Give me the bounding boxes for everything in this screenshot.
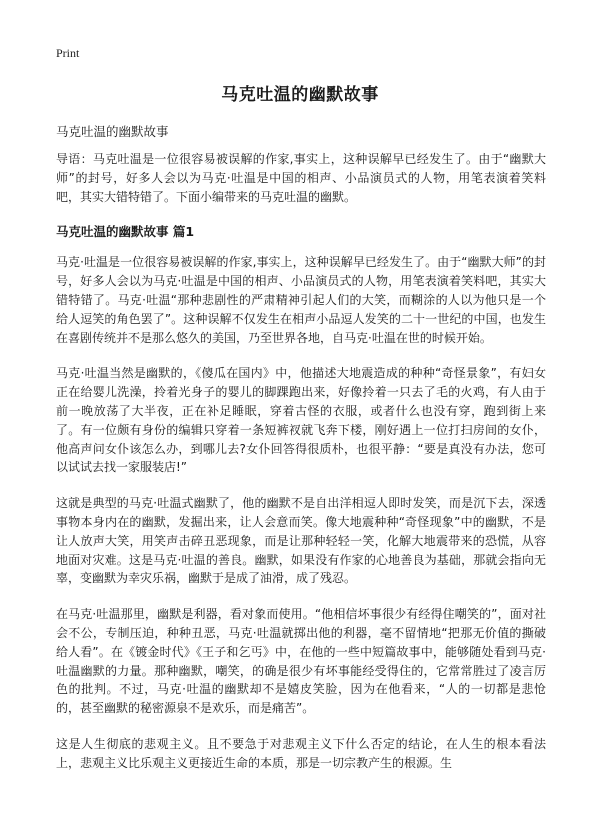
- subtitle: 马克吐温的幽默故事: [56, 124, 169, 139]
- print-link[interactable]: Print: [56, 46, 80, 60]
- body-paragraph-3: 这就是典型的马克·吐温式幽默了，他的幽默不是自出洋相逗人即时发笑，而是沉下去，深透事物本身内在的幽默，发掘出来，让人会意而笑。像大地震种种“奇怪现象”中的幽默，不是让人放声大笑，用笑声击碎丑恶现象，而是让那种轻轻一笑，化解大地震带来的恐慌，从容地面对灾难。这是马克·吐温的善良。幽默，如果没有作家的心地善良为基础，那就会指向无辜，变幽默为幸灾乐祸，幽默于是成了油滑，成了残忍。: [56, 496, 546, 586]
- body-paragraph-2: 马克·吐温当然是幽默的，《傻瓜在国内》中，他描述大地震造成的种种“奇怪景象”，有妇女正在给婴儿洗澡，拎着光身子的婴儿的脚踝跑出来，好像拎着一只去了毛的火鸡，有人由于前一晚放荡了大半夜，正在补足睡眠，穿着古怪的衣服，或者什么也没有穿，跑到街上来了。有一位颇有身份的编辑只穿着一条短裤衩就飞奔下楼，刚好遇上一位打扫房间的女仆，他高声问女仆该怎么办，到哪儿去?女仆回答得很质朴，也很平静：“要是真没有办法，您可以试试去找一家服装店!”: [56, 366, 546, 475]
- section-heading: 马克吐温的幽默故事 篇1: [56, 224, 195, 240]
- page-title: 马克吐温的幽默故事: [221, 85, 379, 105]
- article-body: [56, 150, 546, 790]
- body-paragraph-4: 在马克·吐温那里，幽默是利器，看对象而使用。“他相信坏事很少有经得住嘲笑的”，面对社会不公，专制压迫，种种丑恶，马克·吐温就掷出他的利器，毫不留情地“把那无价值的撕破给人看”。在《镀金时代》《王子和乞丐》中，在他的一些中短篇故事中，能够随处看到马克·吐温幽默的力量。那种幽默，嘲笑，的确是很少有坏事能经受得住的，它常常胜过了凌言厉色的批判。不过，马克·吐温的幽默却不是嬉皮笑脸，因为在他看来，“人的一切都是悲怆的，甚至幽默的秘密源泉不是欢乐，而是痛苦”。: [56, 607, 546, 716]
- body-paragraph-1: 马克·吐温是一位很容易被误解的作家,事实上，这种误解早已经发生了。由于“幽默大师”的封号，好多人会以为马克·吐温是中国的相声、小品演员式的人物，用笔表演着笑料吧，其实大错特错了。马克·吐温“那种悲剧性的严肃精神引起人们的大笑，而糊涂的人以为他只是一个给人逗笑的角色罢了”。这种误解不仅发生在相声小品逗人发笑的二十一世纪的中国，也发生在喜剧传统并不是那么悠久的美国，乃至世界各地，自马克·吐温在世的时候开始。: [56, 255, 546, 345]
- body-paragraph-5: 这是人生彻底的悲观主义。且不要急于对悲观主义下什么否定的结论，在人生的根本看法上，悲观主义比乐观主义更接近生命的本质，那是一切宗教产生的根源。生: [56, 736, 546, 770]
- intro-paragraph: 导语：马克吐温是一位很容易被误解的作家,事实上，这种误解早已经发生了。由于“幽默大师”的封号，好多人会以为马克·吐温是中国的相声、小品演员式的人物，用笔表演着笑料吧，其实大错特错了。下面小编带来的马克吐温的幽默。: [56, 152, 546, 204]
